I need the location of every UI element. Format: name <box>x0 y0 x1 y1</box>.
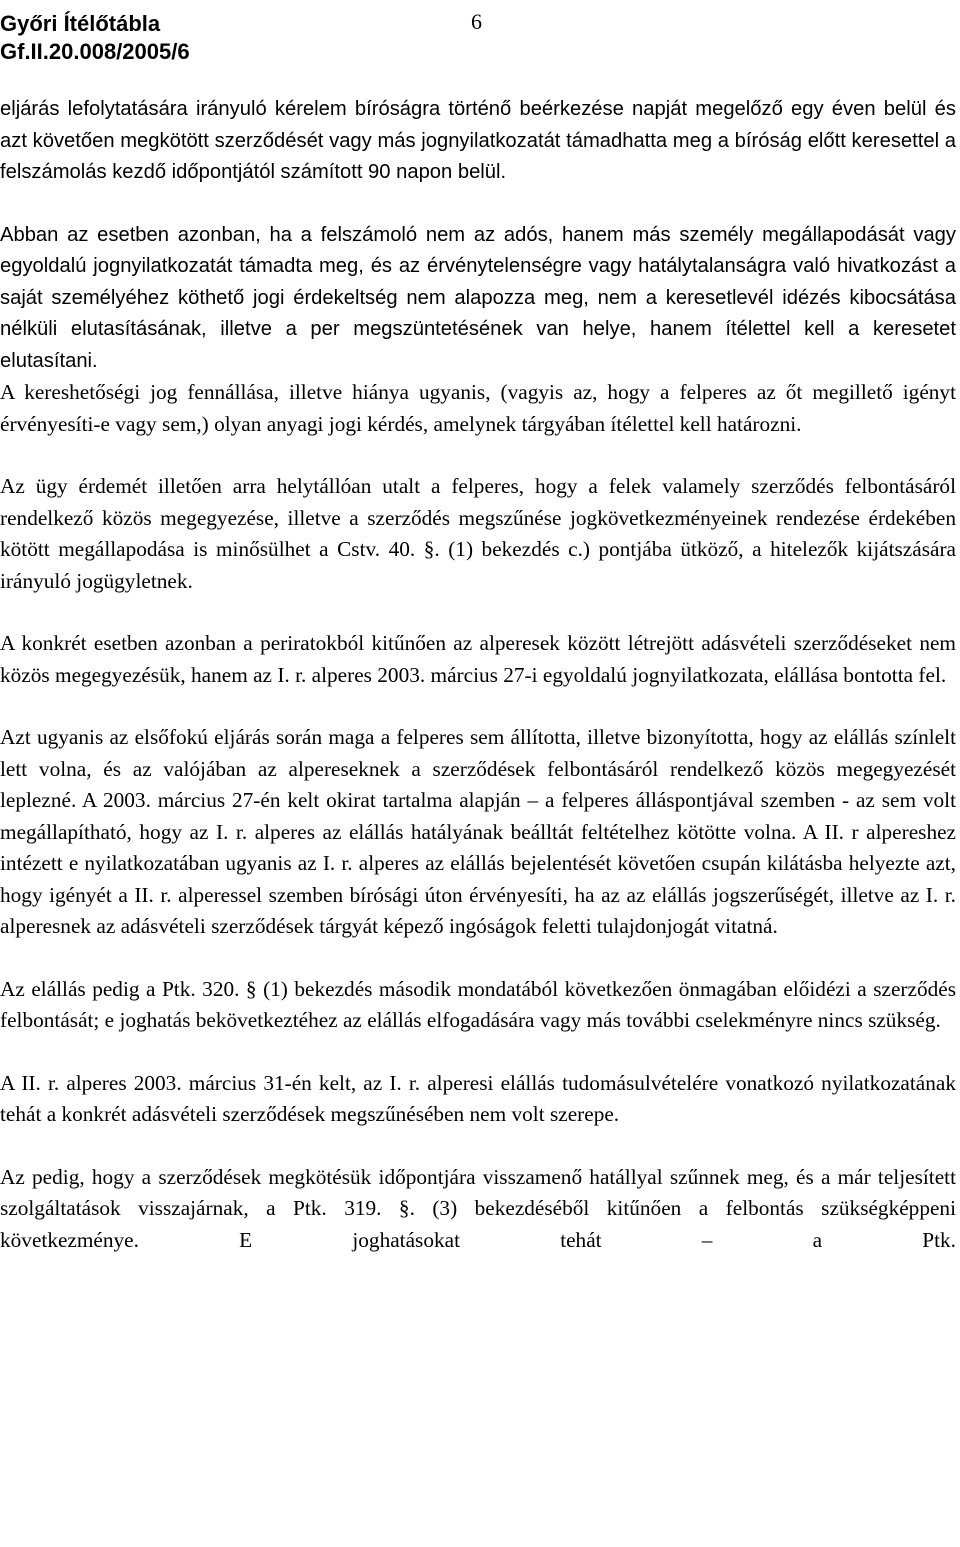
paragraph: eljárás lefolytatására irányuló kérelem bíróságra történő beérkezése napját megelőző egy éven belül és azt követően megkötött szerződését vagy más jognyilatkozatát támadhatta meg a bíróság előtt keresettel a felszámolás kezdő időpontjától számított 90 napon belül. <box>0 98 956 183</box>
case-number: Gf.II.20.008/2005/6 <box>0 39 190 64</box>
paragraph: Az ügy érdemét illetően arra helytállóan utalt a felperes, hogy a felek valamely szerződés felbontásáról rendelkező közös megegyezése, illetve a szerződés megszűnése jogkövetkezményeinek rendezése érdekében kötött megállapodása is minősülhet a Cstv. 40. §. (1) bekezdés c.) pontjába ütköző, a hitelezők kijátszására irányuló jogügyletnek. <box>0 474 956 593</box>
paragraph: Az elállás pedig a Ptk. 320. § (1) bekezdés második mondatából következően önmagában előidézi a szerződés felbontását; e joghatás bekövetkeztéhez az elállás elfogadására vagy más további cselekményre nincs szükség. <box>0 976 956 1032</box>
paragraph: Az pedig, hogy a szerződések megkötésük időpontjára visszamenő hatállyal szűnnek meg, és a már teljesített szolgáltatások visszajárnak, a Ptk. 319. §. (3) bekezdéséből kitűnően a felbontás szükségképpeni következménye. E joghatásokat tehát – a Ptk. <box>0 1164 956 1252</box>
page-header <box>0 4 960 64</box>
paragraph: A kereshetőségi jog fennállása, illetve hiánya ugyanis, (vagyis az, hogy a felperes az őt megillető igényt érvényesíti-e vagy sem,) olyan anyagi jogi kérdés, amelynek tárgyában ítélettel kell határozni. <box>0 380 956 436</box>
paragraph: A konkrét esetben azonban a periratokból kitűnően az alperesek között létrejött adásvételi szerződéseket nem közös megegyezésük, hanem az I. r. alperes 2003. március 27-i egyoldalú jognyilatkozata, elállása bontotta fel. <box>0 631 956 687</box>
paragraph: A II. r. alperes 2003. március 31-én kelt, az I. r. alperesi elállás tudomásulvételére vonatkozó nyilatkozatának tehát a konkrét adásvételi szerződések megszűnésében nem volt szerepe. <box>0 1070 956 1126</box>
paragraph: Azt ugyanis az elsőfokú eljárás során maga a felperes sem állította, illetve bizonyította, hogy az elállás színlelt lett volna, és az valójában az alpereseknek a szerződések felbontásáról rendelkező közös megegyezését leplezné. A 2003. március 27-én kelt okirat tartalma alapján – a felperes álláspontjával szemben - az sem volt megállapítható, hogy az I. r. alperes az elállás hatályának beálltát feltételhez kötötte volna. A II. r alpereshez intézett e nyilatkozatában ugyanis az I. r. alperes az elállás bejelentését követően csupán kilátásba helyezte azt, hogy igényét a II. r. alperessel szemben bírósági úton érvényesíti, ha az az elállás jogszerűségét, illetve az I. r. alperesnek az adásvételi szerződések tárgyát képező ingóságok feletti tulajdonjogát vitatná. <box>0 725 956 938</box>
document-body <box>0 94 956 1256</box>
page-number: 6 <box>471 9 482 34</box>
court-name: Győri Ítélőtábla <box>0 11 161 36</box>
paragraph: Abban az esetben azonban, ha a felszámoló nem az adós, hanem más személy megállapodását vagy egyoldalú jognyilatkozatát támadta meg, és az érvénytelenségre vagy hatálytalanságra való hivatkozást a saját személyéhez köthető jogi érdekeltség nem alapozza meg, nem a keresetlevél idézés kibocsátása nélküli elutasításának, illetve a per megszüntetésének van helye, hanem ítélettel kell a keresetet elutasítani. <box>0 223 956 372</box>
